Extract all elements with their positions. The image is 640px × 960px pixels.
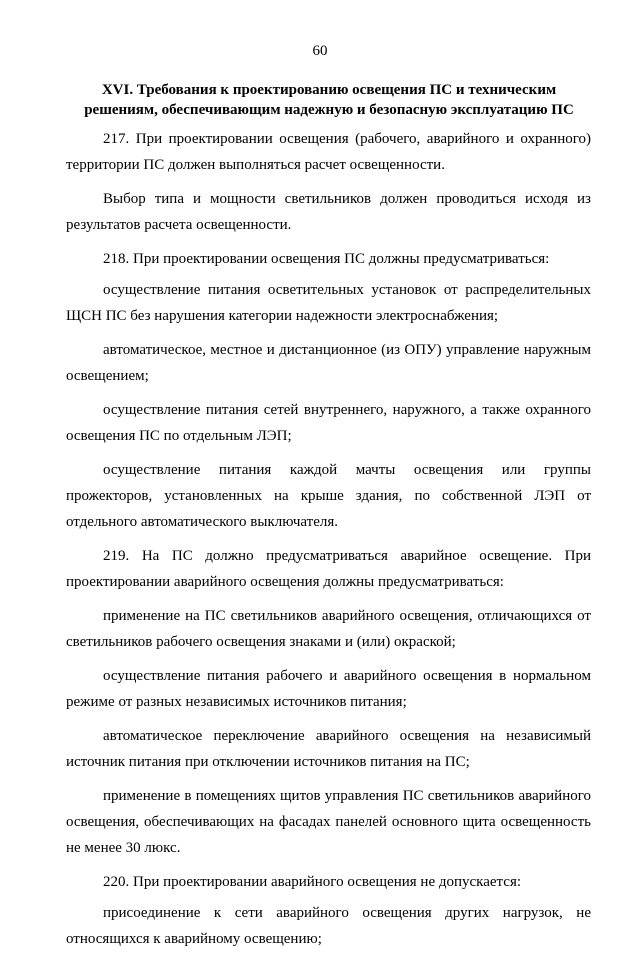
paragraph-220: 220. При проектировании аварийного освещения не допускается:: [103, 874, 522, 890]
paragraph-218: 218. При проектировании освещения ПС должны предусматриваться:: [103, 251, 550, 267]
paragraph-219: 219. На ПС должно предусматриваться аварийное освещение. При проектировании аварийного освещения должны предусматриваться:: [66, 548, 591, 590]
page-number: 60: [312, 43, 328, 59]
list-item: присоединение к сети аварийного освещения других нагрузок, не относящихся к аварийному освещению;: [66, 905, 591, 947]
list-item: осуществление питания осветительных установок от распределительных ЩСН ПС без нарушения категории надежности электроснабжения;: [66, 282, 591, 324]
section-title-line-2: решениям, обеспечивающим надежную и безопасную эксплуатацию ПС: [84, 102, 574, 118]
section-title: [64, 80, 594, 120]
list-item: осуществление питания сетей внутреннего, наружного, а также охранного освещения ПС по отдельным ЛЭП;: [66, 402, 591, 444]
list-item: применение в помещениях щитов управления ПС светильников аварийного освещения, обеспечивающих на фасадах панелей основного щита освещенность не менее 30 люкс.: [66, 788, 591, 856]
list-item: применение на ПС светильников аварийного освещения, отличающихся от светильников рабочего освещения знаками и (или) окраской;: [66, 608, 591, 650]
paragraph-217: 217. При проектировании освещения (рабочего, аварийного и охранного) территории ПС должен выполняться расчет освещенности.: [66, 131, 591, 173]
list-item: осуществление питания каждой мачты освещения или группы прожекторов, установленных на крыше здания, по собственной ЛЭП от отдельного автоматического выключателя.: [66, 462, 591, 530]
document-body: [66, 126, 591, 960]
section-title-line-1: XVI. Требования к проектированию освещения ПС и техническим: [101, 82, 557, 98]
list-item: автоматическое переключение аварийного освещения на независимый источник питания при отключении источников питания на ПС;: [66, 728, 591, 770]
list-item: автоматическое, местное и дистанционное (из ОПУ) управление наружным освещением;: [66, 342, 591, 384]
paragraph-217-selection: Выбор типа и мощности светильников должен проводиться исходя из результатов расчета освещенности.: [66, 191, 591, 233]
list-item: осуществление питания рабочего и аварийного освещения в нормальном режиме от разных независимых источников питания;: [66, 668, 591, 710]
